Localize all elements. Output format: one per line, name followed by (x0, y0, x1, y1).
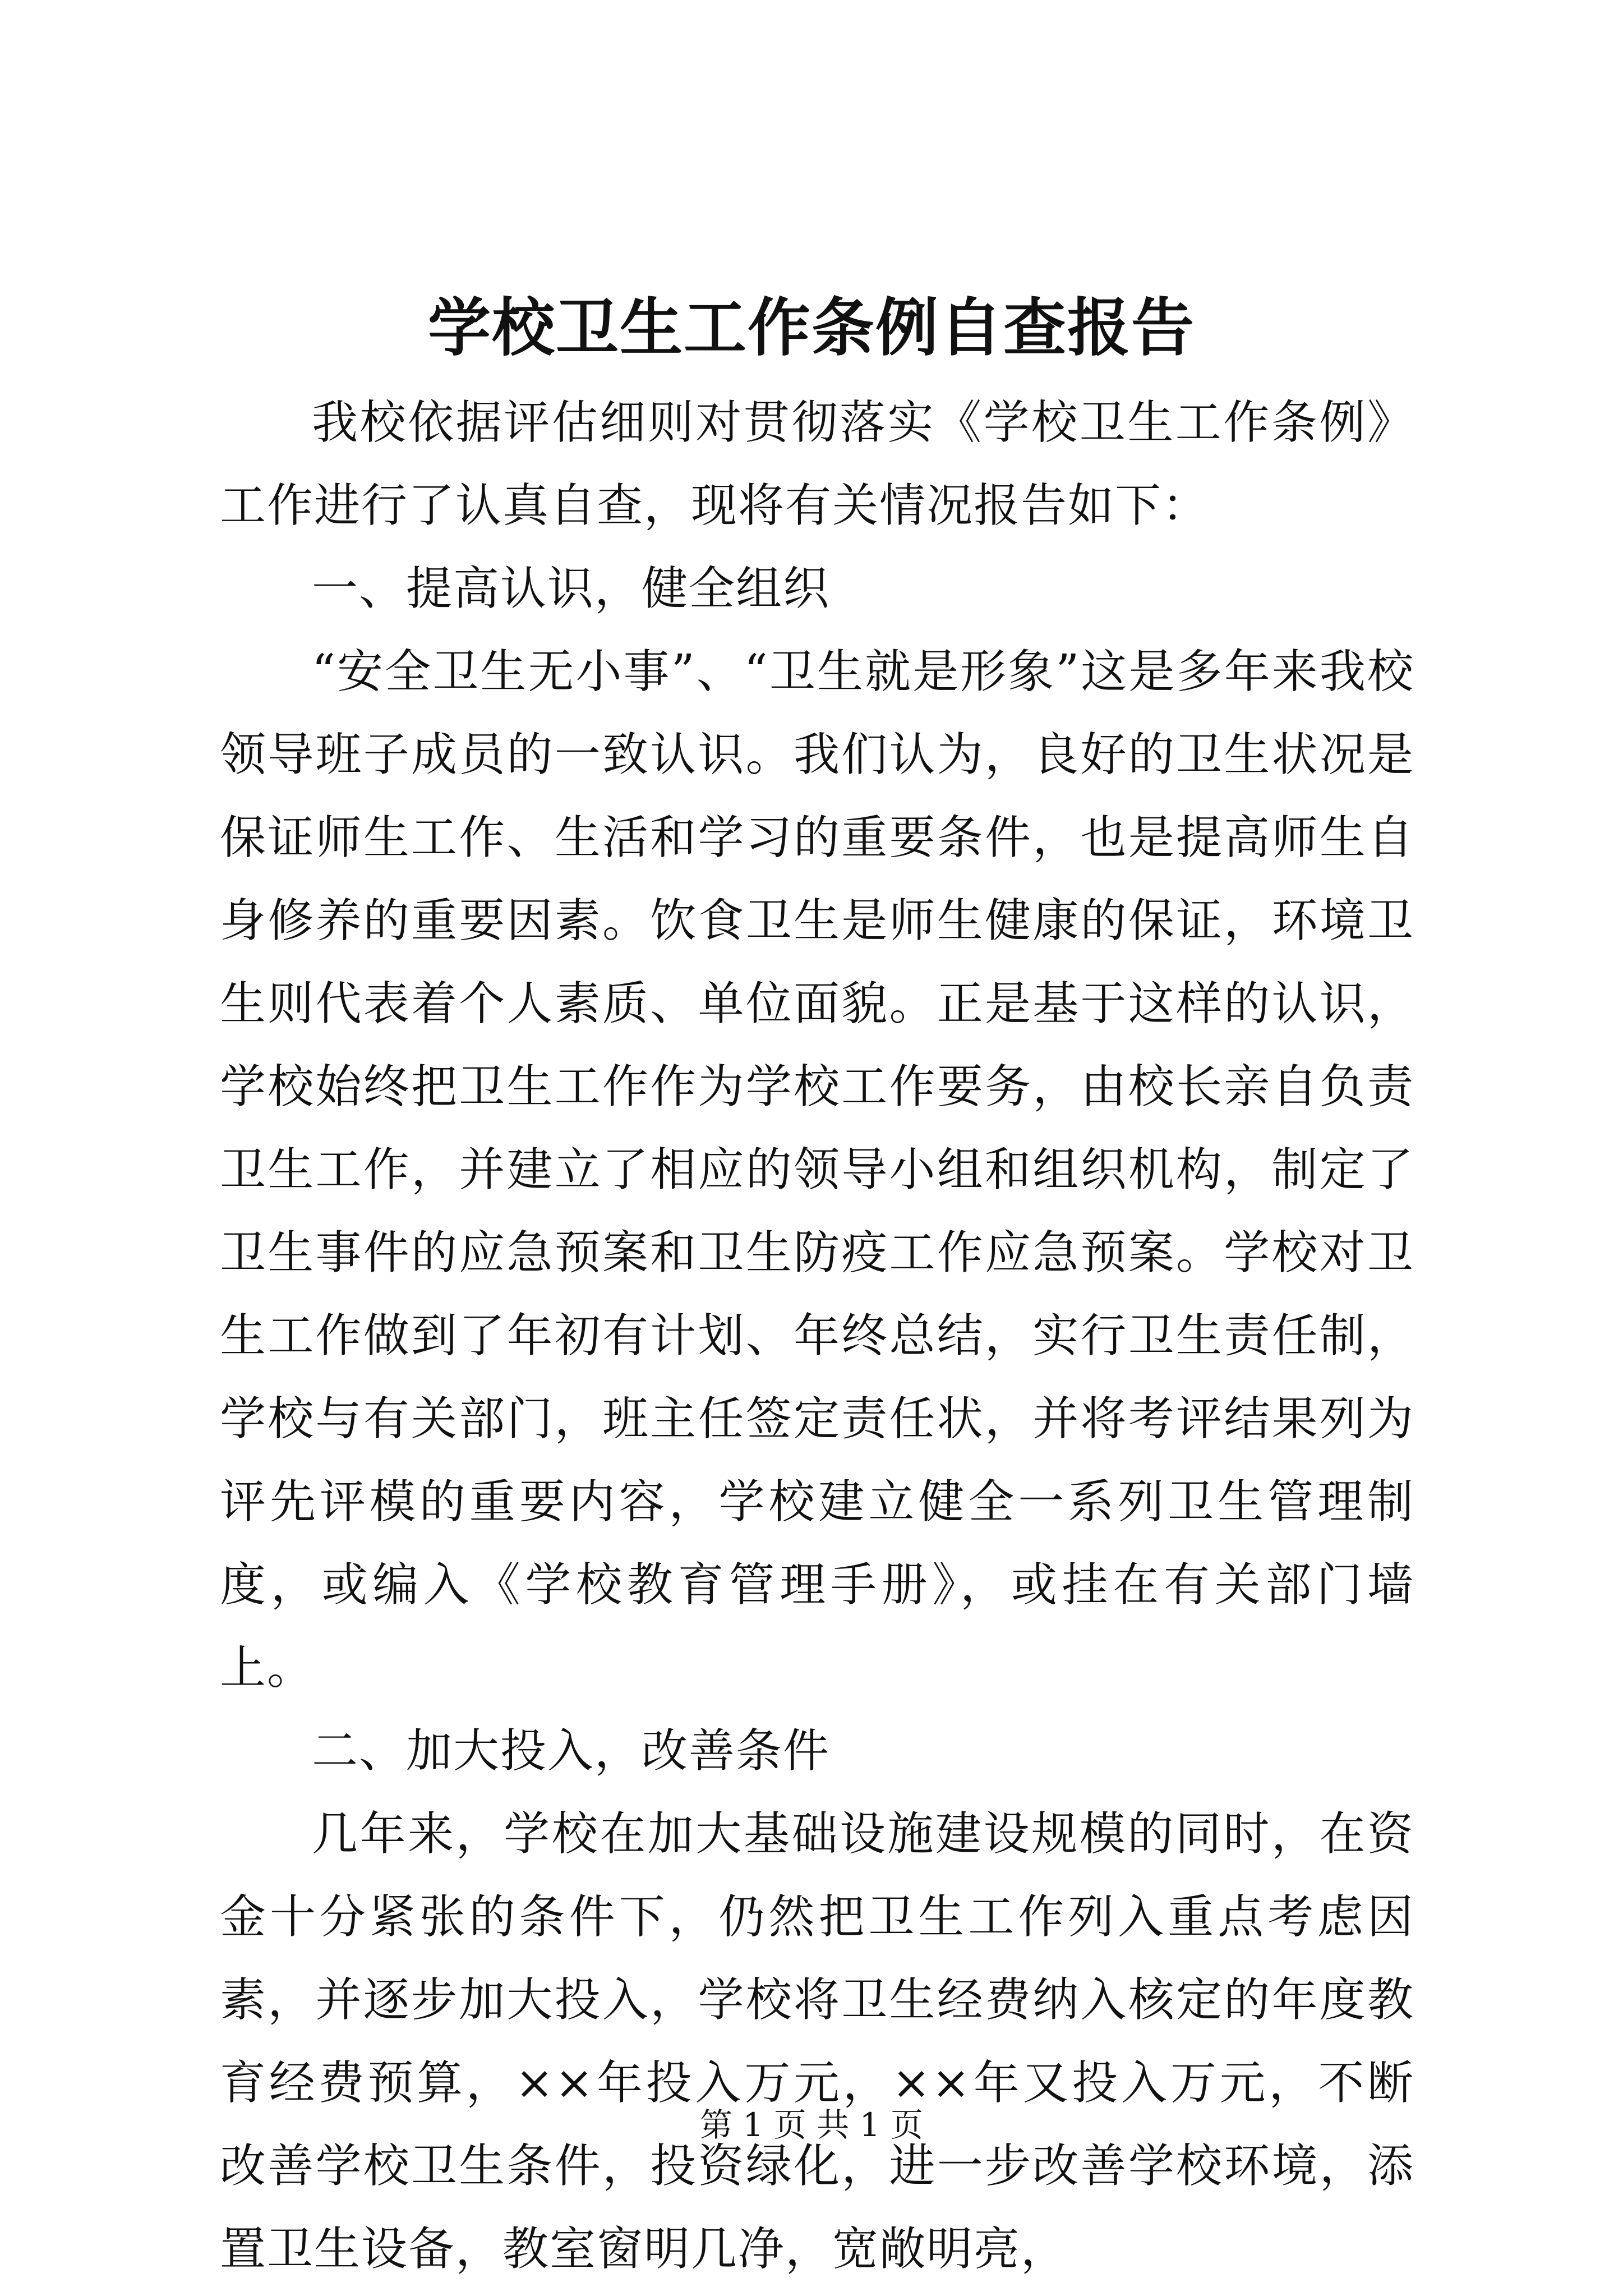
paragraph-intro: 我校依据评估细则对贯彻落实《学校卫生工作条例》工作进行了认真自查，现将有关情况报告如下： (220, 396, 1414, 532)
paragraph-section-1: “安全卫生无小事”、“卫生就是形象”这是多年来我校领导班子成员的一致认识。我们认为，良好的卫生状况是保证师生工作、生活和学习的重要条件，也是提高师生自身修养的重要因素。饮食卫生是师生健康的保证，环境卫生则代表着个人素质、单位面貌。正是基于这样的认识，学校始终把卫生工作作为学校工作要务，由校长亲自负责卫生工作，并建立了相应的领导小组和组织机构，制定了卫生事件的应急预案和卫生防疫工作应急预案。学校对卫生工作做到了年初有计划、年终总结，实行卫生责任制，学校与有关部门，班主任签定责任状，并将考评结果列为评先评模的重要内容，学校建立健全一系列卫生管理制度，或编入《学校教育管理手册》，或挂在有关部门墙上。 (220, 645, 1414, 1695)
paragraph-section-2: 几年来，学校在加大基础设施建设规模的同时，在资金十分紧张的条件下，仍然把卫生工作列入重点考虑因素，并逐步加大投入，学校将卫生经费纳入核定的年度教育经费预算，××年投入万元，××年又投入万元，不断改善学校卫生条件，投资绿化，进一步改善学校环境，添置卫生设备，教室窗明几净，宽敞明亮， (220, 1807, 1414, 2276)
section-heading-1: 一、提高认识，健全组织 (312, 562, 831, 615)
page-footer: 第 1 页 共 1 页 (700, 2106, 923, 2144)
document-title: 学校卫生工作条例自查报告 (428, 291, 1195, 365)
section-heading-2: 二、加大投入，改善条件 (312, 1724, 831, 1778)
document-body (220, 381, 1414, 2291)
